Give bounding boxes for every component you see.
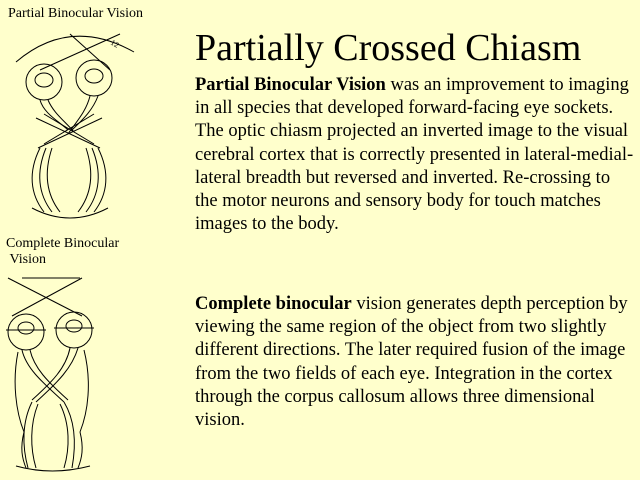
caption-line-1: Complete Binocular [6, 236, 120, 251]
figure-number-label: 12 [109, 37, 121, 50]
partial-binocular-diagram [10, 22, 142, 222]
optic-tract [40, 148, 52, 212]
visual-cortex [32, 208, 108, 218]
optic-tract [60, 404, 68, 468]
left-lens [35, 73, 53, 87]
paragraph-body: was an improvement to imaging in all species that developed forward-facing eye sockets. The optic chiasm projected an inverted image to the visual cerebral cortex that is correctly presented in lateral-medial-lateral breadth but reversed and inverted. Re-crossing to the motor neurons and sensory body for touch matches images to the body. [195, 75, 634, 235]
optic-tract [86, 148, 98, 212]
optic-tract [24, 402, 32, 468]
optic-tract [47, 148, 60, 212]
right-lens [85, 69, 103, 83]
uncrossed-fiber [15, 352, 24, 432]
left-eye [8, 314, 44, 350]
uncrossed-fiber [80, 350, 88, 432]
optic-tract [32, 404, 38, 468]
complete-binocular-caption [6, 236, 146, 268]
paragraph-lead: Partial Binocular Vision [195, 75, 386, 95]
complete-binocular-paragraph [195, 293, 635, 432]
left-optic-nerve [48, 100, 74, 132]
partial-binocular-paragraph [195, 74, 635, 236]
partial-binocular-drawing [10, 22, 142, 222]
right-eye [76, 60, 112, 96]
complete-binocular-diagram [2, 272, 114, 474]
chiasm-fiber [22, 350, 64, 402]
left-lens [18, 322, 34, 334]
optic-tract [78, 432, 82, 468]
right-eye [56, 312, 92, 348]
optic-tract [64, 402, 74, 468]
complete-binocular-drawing [2, 272, 114, 474]
right-lens [66, 320, 82, 332]
partial-binocular-caption: Partial Binocular Vision [8, 6, 143, 21]
optic-tract [78, 148, 91, 212]
sight-line [40, 34, 120, 70]
caption-line-2: Vision [9, 252, 46, 267]
paragraph-lead: Complete binocular [195, 294, 352, 314]
slide-title: Partially Crossed Chiasm [195, 27, 582, 69]
left-eye [26, 64, 62, 100]
paragraph-body: vision generates depth perception by viewing the same region of the object from two slightly different directions. The later required fusion of the image from the two fields of each eye. Integration in the cortex through the corpus callosum allows three dimensional vision. [195, 294, 628, 431]
